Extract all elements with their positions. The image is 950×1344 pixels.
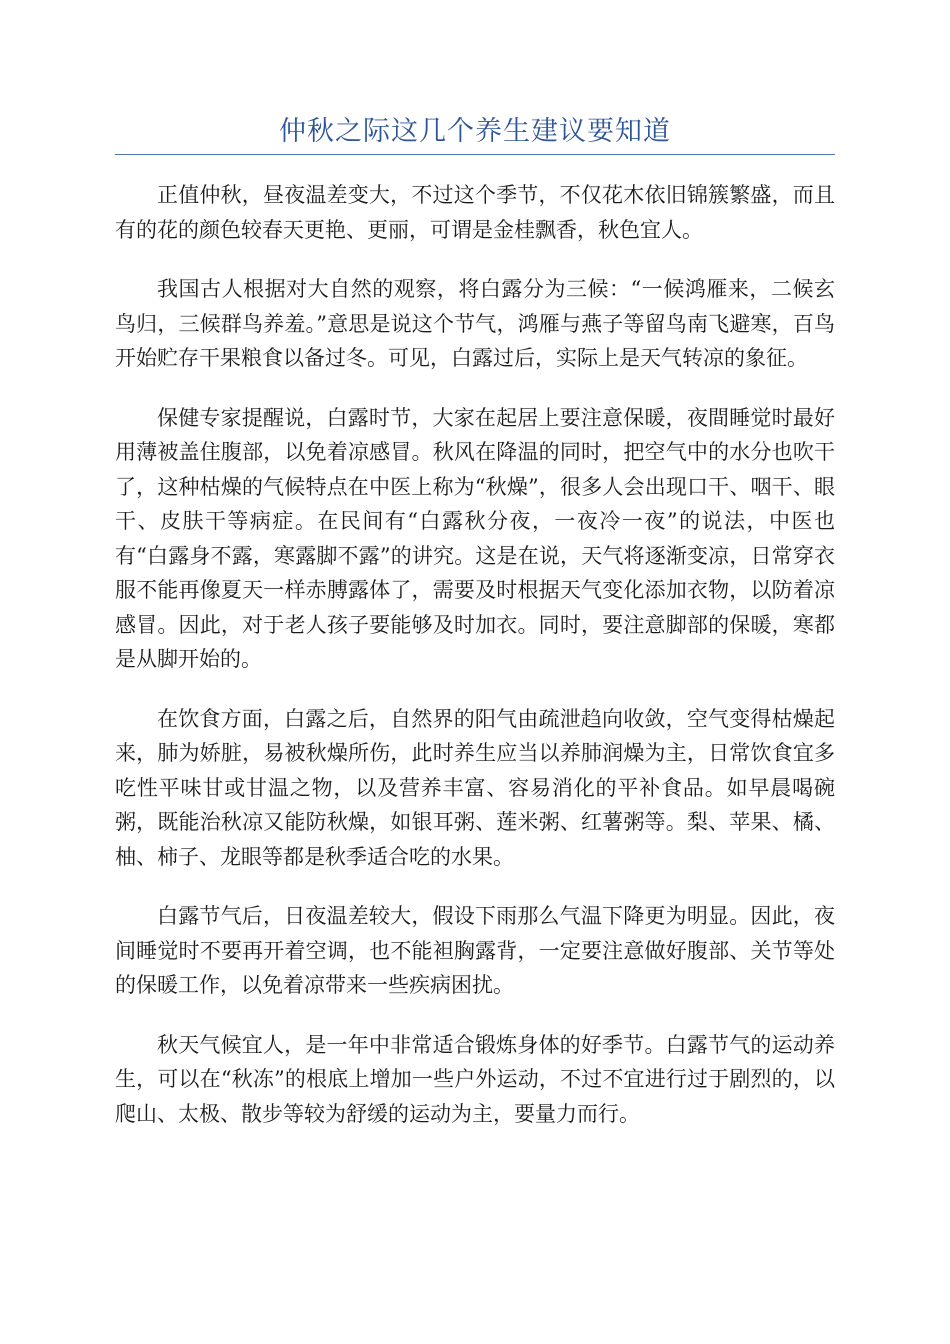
paragraph-6: 秋天气候宜人，是一年中非常适合锻炼身体的好季节。白露节气的运动养生，可以在“秋冻”的根底上增加一些户外运动，不过不宜进行过于剧烈的，以爬山、太极、散步等较为舒缓的运动为主，要量力而行。 xyxy=(115,1032,835,1126)
paragraph-5: 白露节气后，日夜温差较大，假设下雨那么气温下降更为明显。因此，夜间睡觉时不要再开着空调，也不能袒胸露背，一定要注意做好腹部、关节等处的保暖工作，以免着凉带来一些疾病困扰。 xyxy=(115,904,835,997)
title-underline xyxy=(115,154,835,155)
paragraph-3: 保健专家提醒说，白露时节，大家在起居上要注意保暖，夜間睡觉时最好用薄被盖住腹部，以免着凉感冒。秋风在降温的同时，把空气中的水分也吹干了，这种枯燥的气候特点在中医上称为“秋燥”，很多人会出现口干、咽干、眼干、皮肤干等病症。在民间有“白露秋分夜，一夜冷一夜”的说法，中医也有“白露身不露，寒露脚不露”的讲究。这是在说，天气将逐渐变凉，日常穿衣服不能再像夏天一样赤膊露体了，需要及时根据天气变化添加衣物，以防着凉感冒。因此，对于老人孩子要能够及时加衣。同时，要注意脚部的保暖，寒都是从脚开始的。 xyxy=(115,405,835,671)
article-body xyxy=(115,178,835,1156)
page-title: 仲秋之际这几个养生建议要知道 xyxy=(279,116,671,147)
paragraph-2: 我国古人根据对大自然的观察，将白露分为三候：“一候鸿雁来，二候玄鸟归，三候群鸟养羞。”意思是说这个节气，鸿雁与燕子等留鸟南飞避寒，百鸟开始贮存干果粮食以备过冬。可见，白露过后，实际上是天气转凉的象征。 xyxy=(115,277,835,370)
paragraph-1: 正值仲秋，昼夜温差变大，不过这个季节，不仅花木依旧锦簇繁盛，而且有的花的颜色较春天更艳、更丽，可谓是金桂飘香，秋色宜人。 xyxy=(115,183,835,242)
paragraph-4: 在饮食方面，白露之后，自然界的阳气由疏泄趋向收敛，空气变得枯燥起来，肺为娇脏，易被秋燥所伤，此时养生应当以养肺润燥为主，日常饮食宜多吃性平味甘或甘温之物，以及营养丰富、容易消化的平补食品。如早晨喝碗粥，既能治秋凉又能防秋燥，如银耳粥、莲米粥、红薯粥等。梨、苹果、橘、柚、柿子、龙眼等都是秋季适合吃的水果。 xyxy=(115,706,835,869)
